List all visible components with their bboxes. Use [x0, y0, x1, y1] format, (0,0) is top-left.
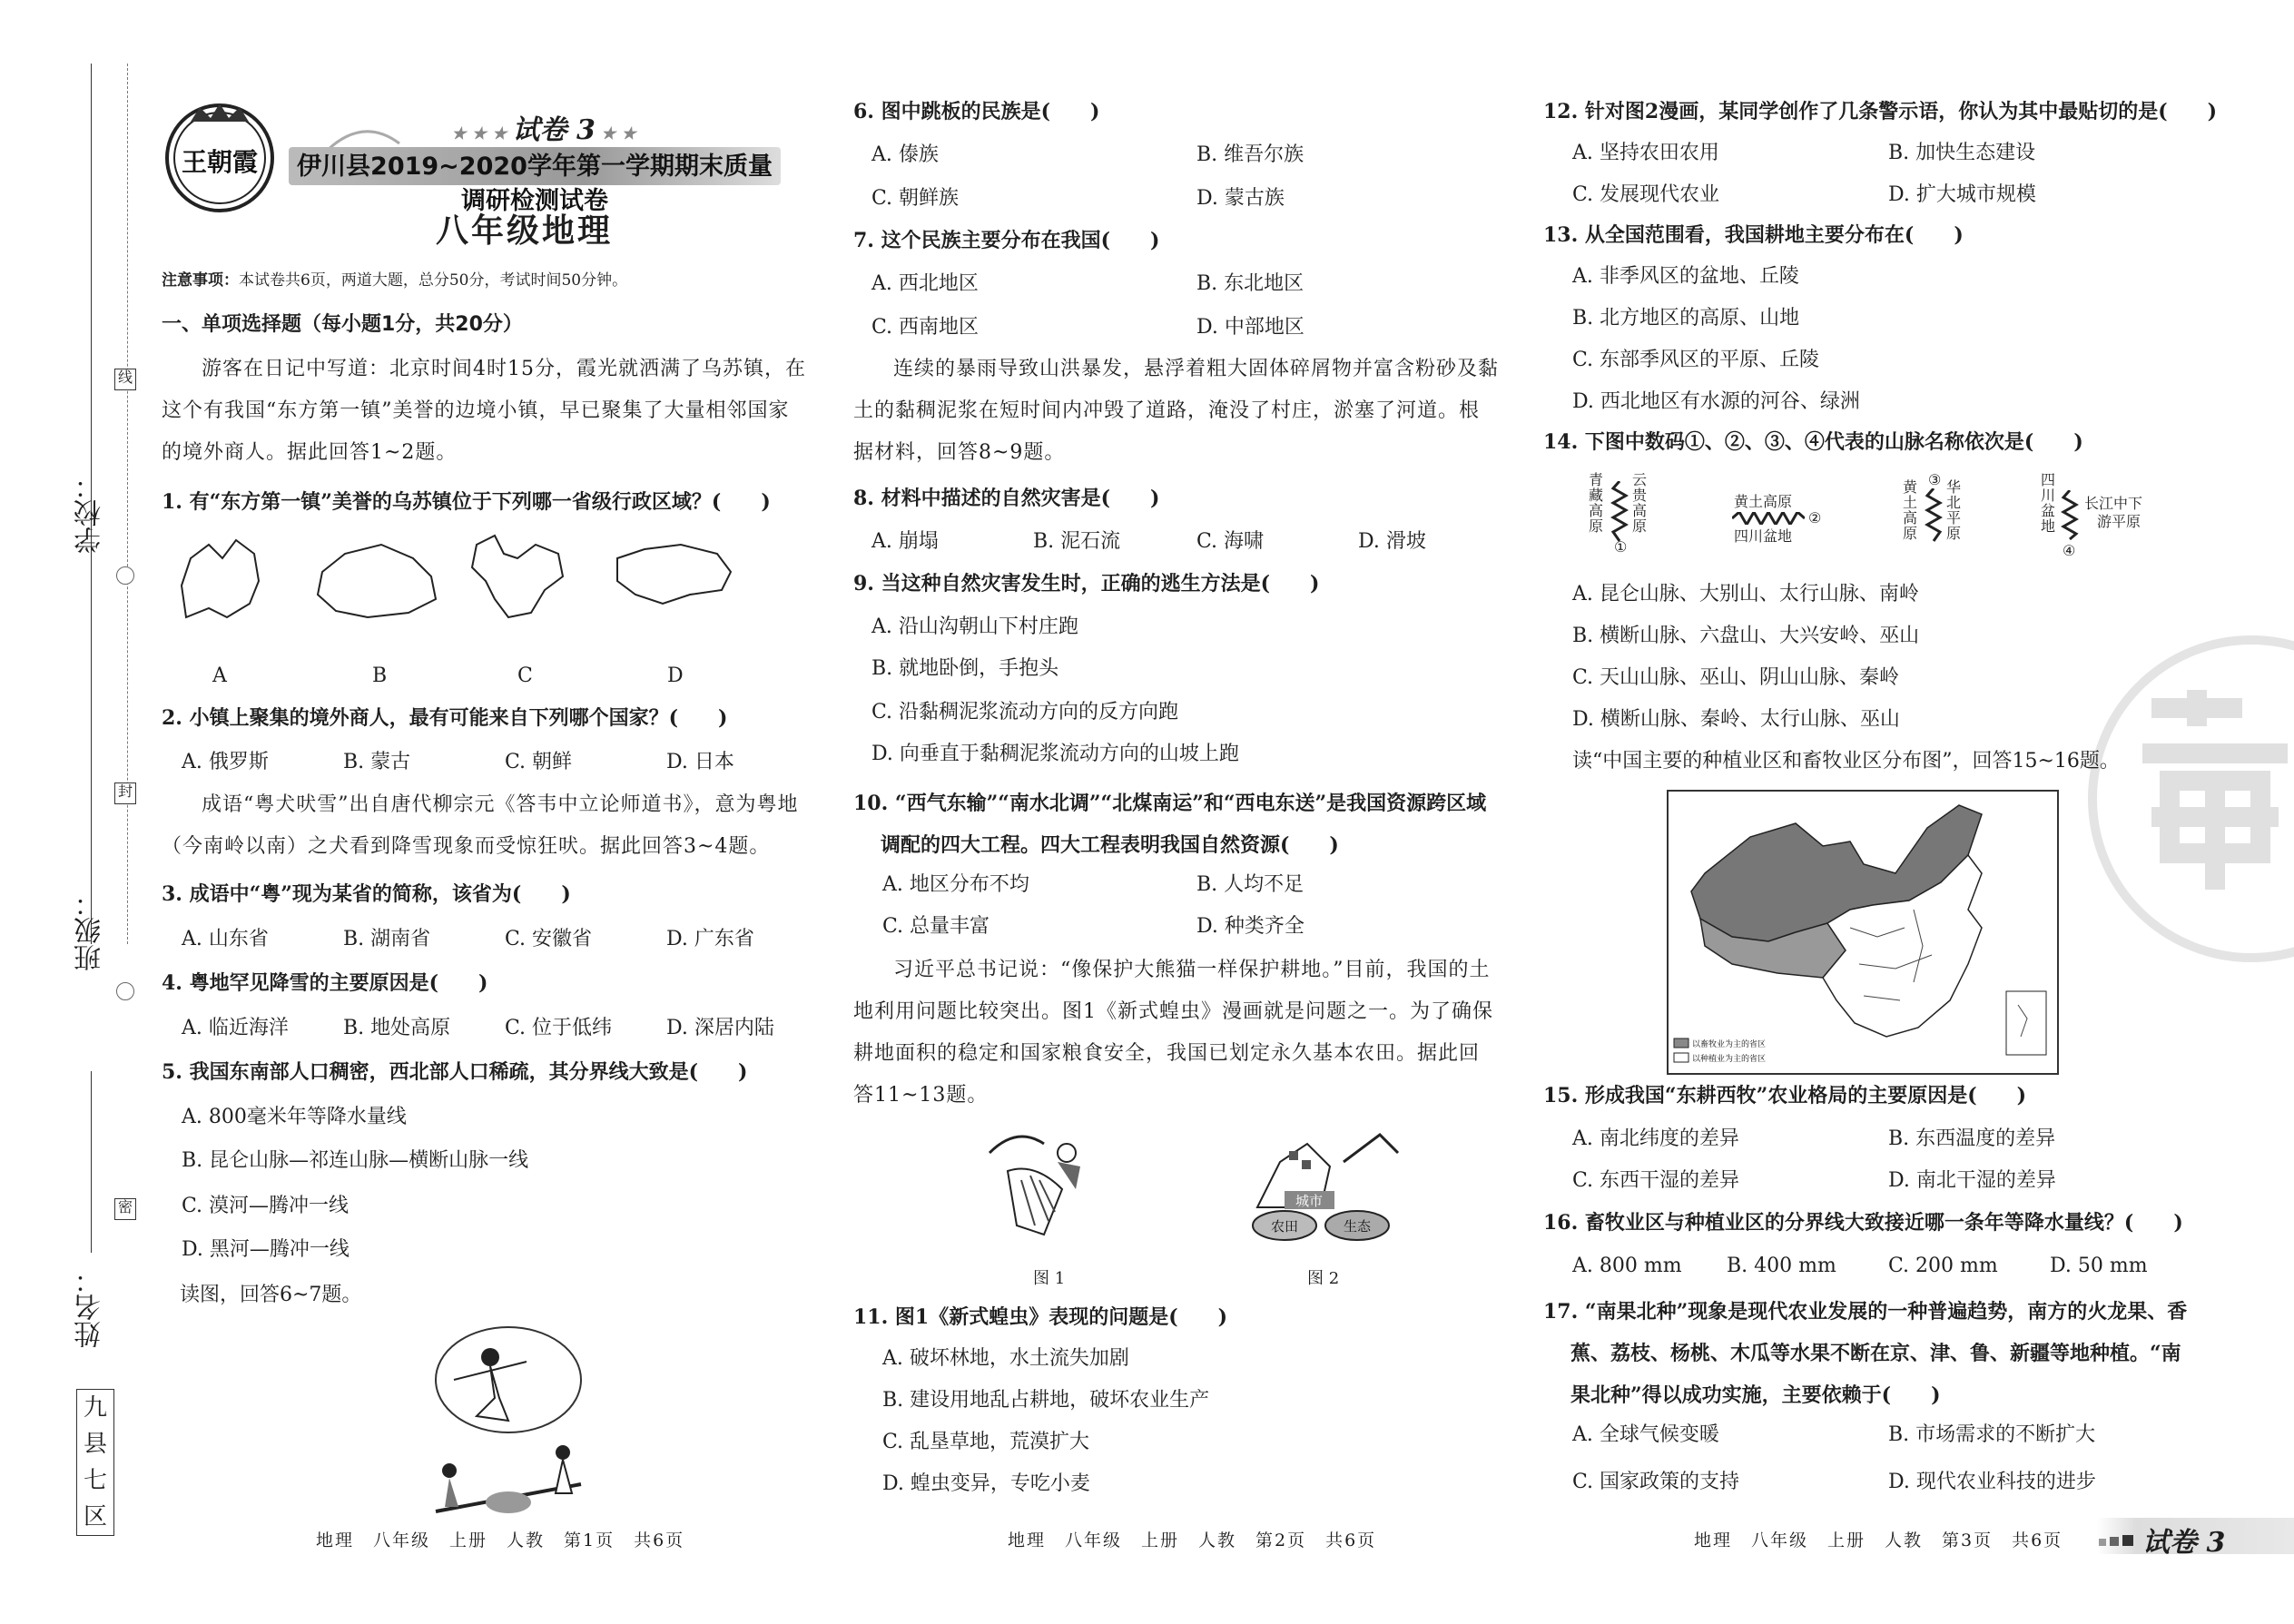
- option: B. 蒙古: [343, 751, 411, 773]
- figure-2-caption: 图 2: [1307, 1269, 1340, 1288]
- notice-text: 本试卷共6页，两道大题，总分50分，考试时间50分钟。: [239, 271, 628, 290]
- region-char: 县: [83, 1431, 107, 1458]
- g4-right-top-label: 长江中下: [2084, 495, 2143, 512]
- option: D. 现代农业科技的进步: [1888, 1471, 2096, 1493]
- instruction-15-16: 读“中国主要的种植业区和畜牧业区分布图”，回答15~16题。: [1572, 750, 2120, 773]
- question-7: 7. 这个民族主要分布在我国( ): [853, 229, 1160, 252]
- mountain-range-icon: [1925, 488, 1943, 543]
- option: C. 朝鲜族: [871, 187, 960, 210]
- region-char: 九: [83, 1394, 107, 1422]
- option-label: D: [667, 664, 684, 687]
- option: A. 800毫米年等降水量线: [182, 1106, 407, 1128]
- section-1-heading: 一、单项选择题（每小题1分，共20分）: [162, 313, 523, 336]
- name-line: [91, 1071, 92, 1253]
- class-line: [91, 667, 92, 876]
- mountain-range-icon: [2061, 490, 2079, 541]
- question-9: 9. 当这种自然灾害发生时，正确的逃生方法是( ): [853, 572, 1320, 595]
- name-label: 姓名：: [74, 1266, 106, 1348]
- fig2-label-ecology: 生态: [1343, 1218, 1372, 1235]
- option: A. 西北地区: [871, 272, 979, 295]
- seal-mark-seal: 封: [114, 782, 136, 804]
- option: B. 湖南省: [343, 928, 431, 950]
- option: C. 西南地区: [871, 316, 980, 339]
- question-2: 2. 小镇上聚集的境外商人，最有可能来自下列哪个国家？( ): [162, 706, 728, 730]
- option: B. 400 mm: [1727, 1255, 1836, 1277]
- option: C. 安徽省: [505, 928, 593, 950]
- fig2-label-farmland: 农田: [1270, 1218, 1299, 1235]
- option: A. 800 mm: [1572, 1255, 1682, 1277]
- option: D. 黑河—腾冲一线: [182, 1238, 350, 1261]
- subject-title: 八年级地理: [436, 212, 614, 250]
- option: A. 俄罗斯: [182, 751, 269, 773]
- question-10-text: 10. “西气东输”“南水北调”“北煤南运”和“西电东送”是我国资源跨区域调配的四大工程。四大工程表明我国自然资源( ): [853, 792, 1487, 857]
- option: A. 破坏林地，水土流失加剧: [882, 1347, 1129, 1370]
- option: D. 种类齐全: [1196, 915, 1305, 938]
- province-b-xinjiang-outline: [318, 545, 436, 617]
- question-12: 12. 针对图2漫画，某同学创作了几条警示语，你认为其中最贴切的是( ): [1543, 100, 2218, 123]
- question-14: 14. 下图中数码①、②、③、④代表的山脉名称依次是( ): [1543, 430, 2083, 454]
- question-16: 16. 畜牧业区与种植业区的分界线大致接近哪一条年等降水量线？( ): [1543, 1211, 2183, 1235]
- mountain-range-icon: [1732, 512, 1805, 525]
- province-d-tibet-outline: [617, 545, 731, 604]
- question-5: 5. 我国东南部人口稠密，西北部人口稀疏，其分界线大致是( ): [162, 1060, 748, 1084]
- option: C. 200 mm: [1888, 1255, 1998, 1277]
- number-4: ④: [2063, 542, 2076, 559]
- option: B. 横断山脉、六盘山、大兴安岭、巫山: [1572, 625, 1920, 647]
- g1-right-label: 云贵高原: [1632, 471, 1648, 535]
- option: C. 总量丰富: [882, 915, 990, 938]
- option-label: A: [212, 664, 227, 687]
- option: B. 东北地区: [1196, 272, 1305, 295]
- option: A. 傣族: [871, 143, 939, 166]
- notice: [162, 267, 627, 290]
- option: D. 广东省: [666, 928, 754, 950]
- g3-left-label: 黄土高原: [1903, 478, 1918, 542]
- seal-mark-line: 线: [114, 369, 136, 390]
- map-legend-pastoral: 以畜牧业为主的省区: [1692, 1040, 1767, 1049]
- binding-hole: [116, 982, 134, 1000]
- cut-line: [127, 64, 128, 944]
- option: B. 加快生态建设: [1888, 142, 2036, 164]
- logo-badge-icon: [163, 102, 276, 214]
- seal-mark-secret: 密: [114, 1198, 136, 1220]
- option: A. 崩塌: [871, 530, 939, 553]
- option: B. 泥石流: [1033, 530, 1121, 553]
- china-agriculture-map: [1667, 790, 2059, 1075]
- option: D. 南北干湿的差异: [1888, 1169, 2056, 1192]
- option: B. 建设用地乱占耕地，破坏农业生产: [882, 1389, 1210, 1412]
- brand-logo: [163, 102, 276, 214]
- footer-series-label: 试卷 3: [2142, 1527, 2226, 1559]
- option: B. 维吾尔族: [1196, 143, 1305, 166]
- number-1: ①: [1614, 538, 1628, 556]
- instruction-6-7: 读图，回答6~7题。: [180, 1284, 362, 1306]
- option: D. 蝗虫变异，专吃小麦: [882, 1472, 1090, 1495]
- option: A. 地区分布不均: [882, 873, 1029, 896]
- logo-text: 王朝霞: [181, 147, 259, 177]
- question-15: 15. 形成我国“东耕西牧”农业格局的主要原因是( ): [1543, 1084, 2027, 1107]
- figure-1-caption: 图 1: [1033, 1269, 1066, 1288]
- g1-left-label: 青藏高原: [1589, 471, 1604, 535]
- option: A. 非季风区的盆地、丘陵: [1572, 265, 1799, 288]
- question-3: 3. 成语中“粤”现为某省的简称，该省为( ): [162, 882, 571, 906]
- notice-label: 注意事项：: [162, 271, 239, 290]
- question-6: 6. 图中跳板的民族是( ): [853, 100, 1100, 123]
- g4-right-bottom-label: 游平原: [2097, 513, 2141, 530]
- exam-title: 伊川县2019~2020学年第一学期期末质量调研检测试卷: [297, 153, 773, 215]
- figure-1-locust-cartoon: [980, 1126, 1098, 1244]
- option: A. 临近海洋: [182, 1017, 289, 1039]
- option: D. 中部地区: [1196, 316, 1305, 339]
- option: B. 地处高原: [343, 1017, 451, 1039]
- option: D. 扩大城市规模: [1888, 183, 2036, 206]
- option-label: B: [372, 664, 388, 687]
- footer-page-1: 地理 八年级 上册 人教 第1页 共6页: [316, 1530, 685, 1550]
- g2-bottom-label: 四川盆地: [1734, 527, 1793, 545]
- number-3: ③: [1928, 471, 1942, 488]
- option-label: C: [517, 664, 533, 687]
- footer-page-2: 地理 八年级 上册 人教 第2页 共6页: [1008, 1530, 1377, 1550]
- g3-right-label: 华北平原: [1946, 478, 1962, 542]
- province-c-heilongjiang-outline: [472, 536, 563, 617]
- map-legend-cropping: 以种植业为主的省区: [1692, 1055, 1767, 1064]
- option: A. 山东省: [182, 928, 269, 950]
- number-2: ②: [1808, 509, 1822, 527]
- option: C. 国家政策的支持: [1572, 1471, 1740, 1493]
- option: B. 北方地区的高原、山地: [1572, 307, 1800, 330]
- passage-1: 游客在日记中写道：北京时间4时15分，霞光就洒满了乌苏镇，在这个有我国“东方第一镇”美誉的边境小镇，早已聚集了大量相邻国家的境外商人。据此回答1~2题。: [162, 358, 806, 464]
- mountain-range-icon: [1610, 481, 1629, 545]
- option: A. 坚持农田农用: [1572, 142, 1719, 164]
- option: D. 蒙古族: [1196, 187, 1285, 210]
- option: C. 位于低纬: [505, 1017, 613, 1039]
- option: D. 滑坡: [1358, 530, 1426, 553]
- question-17-text: 17. “南果北种”现象是现代农业发展的一种普遍趋势，南方的火龙果、香蕉、荔枝、杨桃、木瓜等水果不断在京、津、鲁、新疆等地种植。“南果北种”得以成功实施，主要依赖于( ): [1543, 1300, 2188, 1407]
- secret-seal-glyph-icon: [2133, 672, 2294, 908]
- school-line: [91, 263, 92, 445]
- footer-squares-icon: [2099, 1532, 2133, 1550]
- footer-page-3: 地理 八年级 上册 人教 第3页 共6页: [1694, 1530, 2063, 1550]
- option: A. 沿山沟朝山下村庄跑: [871, 615, 1078, 638]
- seesaw-jumping-illustration: [418, 1325, 599, 1525]
- option: C. 沿黏稠泥浆流动方向的反方向跑: [871, 701, 1179, 723]
- question-11: 11. 图1《新式蝗虫》表现的问题是( ): [853, 1305, 1228, 1329]
- option: D. 西北地区有水源的河谷、绿洲: [1572, 390, 1860, 413]
- option: B. 人均不足: [1196, 873, 1305, 896]
- region-char: 区: [83, 1503, 107, 1530]
- option: B. 昆仑山脉—祁连山脉—横断山脉一线: [182, 1149, 529, 1172]
- school-label: 学校：: [74, 472, 106, 554]
- option: D. 深居内陆: [666, 1017, 774, 1039]
- g4-left-label: 四川盆地: [2041, 471, 2056, 535]
- option: B. 东西温度的差异: [1888, 1127, 2056, 1150]
- option: A. 南北纬度的差异: [1572, 1127, 1739, 1150]
- option: A. 昆仑山脉、大别山、太行山脉、南岭: [1572, 583, 1919, 605]
- question-8: 8. 材料中描述的自然灾害是( ): [853, 487, 1160, 510]
- china-map-graphic: [1669, 792, 2057, 1073]
- question-17: [1543, 1291, 2197, 1416]
- option: C. 发展现代农业: [1572, 183, 1720, 206]
- g2-top-label: 黄土高原: [1734, 493, 1793, 510]
- passage-3: 连续的暴雨导致山洪暴发，悬浮着粗大固体碎屑物并富含粉砂及黏土的黏稠泥浆在短时间内冲毁了道路，淹没了村庄，淤塞了河道。根据材料，回答8~9题。: [853, 358, 1500, 464]
- class-label: 班级：: [74, 890, 106, 971]
- province-outlines: [172, 531, 735, 640]
- series-label: ★ ★ ★ 试卷 3 ★ ★: [451, 114, 636, 146]
- figure-2-land-cartoon: [1244, 1126, 1407, 1244]
- option: D. 横断山脉、秦岭、太行山脉、巫山: [1572, 708, 1900, 731]
- question-4: 4. 粤地罕见降雪的主要原因是( ): [162, 971, 488, 995]
- option: C. 东部季风区的平原、丘陵: [1572, 349, 1820, 371]
- series-text: 试卷 3: [512, 114, 596, 146]
- option: D. 50 mm: [2050, 1255, 2148, 1277]
- question-10: [853, 782, 1500, 866]
- option: B. 市场需求的不断扩大: [1888, 1423, 2096, 1446]
- option: A. 全球气候变暖: [1572, 1423, 1719, 1446]
- region-char: 七: [83, 1467, 107, 1494]
- option: C. 海啸: [1196, 530, 1265, 553]
- fig2-label-city: 城市: [1295, 1193, 1324, 1209]
- option: C. 漠河—腾冲一线: [182, 1195, 350, 1217]
- option: C. 乱垦草地，荒漠扩大: [882, 1431, 1090, 1453]
- passage-2: 成语“粤犬吠雪”出自唐代柳宗元《答韦中立论师道书》，意为粤地（今南岭以南）之犬看到降雪现象而受惊狂吠。据此回答3~4题。: [162, 793, 799, 858]
- question-1: 1. 有“东方第一镇”美誉的乌苏镇位于下列哪一省级行政区域？( ): [162, 490, 771, 514]
- option: C. 朝鲜: [505, 751, 573, 773]
- option: C. 东西干湿的差异: [1572, 1169, 1740, 1192]
- province-a-yunnan-outline: [182, 540, 259, 617]
- passage-4: 习近平总书记说：“像保护大熊猫一样保护耕地。”目前，我国的土地利用问题比较突出。图1《新式蝗虫》漫画就是问题之一。为了确保耕地面积的稳定和国家粮食安全，我国已划定永久基本农田。据此回答11~13题。: [853, 959, 1493, 1107]
- option: B. 就地卧倒，手抱头: [871, 657, 1059, 680]
- question-13: 13. 从全国范围看，我国耕地主要分布在( ): [1543, 223, 1964, 247]
- option: D. 日本: [666, 751, 734, 773]
- binding-hole: [116, 566, 134, 585]
- option: C. 天山山脉、巫山、阴山山脉、秦岭: [1572, 666, 1900, 689]
- region-box: [76, 1389, 114, 1536]
- option: D. 向垂直于黏稠泥浆流动方向的山坡上跑: [871, 743, 1239, 765]
- mountain-diagram: [1589, 472, 2188, 563]
